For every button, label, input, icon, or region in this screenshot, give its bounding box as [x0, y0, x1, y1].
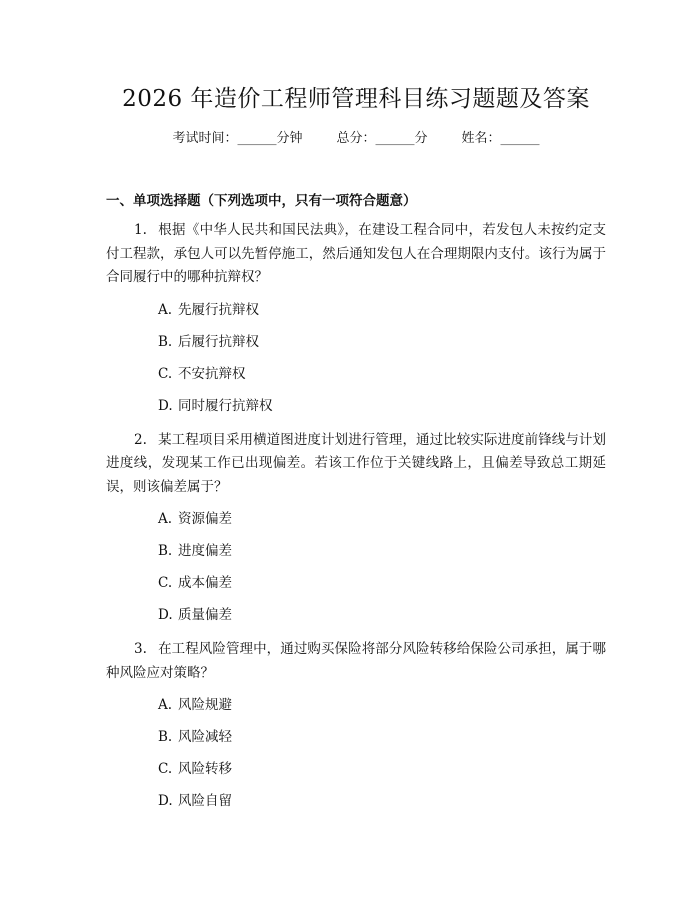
option-c: [158, 358, 606, 390]
option-letter: A.: [158, 511, 173, 527]
exam-info-line: [106, 128, 606, 150]
question-stem: [106, 219, 606, 290]
question-1: [106, 219, 606, 422]
option-text: 资源偏差: [178, 511, 232, 527]
option-text: 成本偏差: [178, 575, 232, 591]
option-text: 质量偏差: [178, 607, 232, 623]
option-letter: B.: [158, 543, 173, 559]
option-text: 风险转移: [178, 761, 232, 777]
document-title: 2026 年造价工程师管理科目练习题题及答案: [122, 86, 590, 112]
option-letter: C.: [158, 761, 173, 777]
option-a: [158, 503, 606, 535]
question-number: 3.: [134, 641, 147, 657]
option-letter: B.: [158, 729, 173, 745]
option-b: [158, 326, 606, 358]
option-text: 风险减轻: [178, 729, 232, 745]
option-text: 风险规避: [178, 697, 232, 713]
option-text: 后履行抗辩权: [178, 333, 259, 350]
option-list: [106, 294, 606, 422]
section-heading: 一、单项选择题（下列选项中，只有一项符合题意）: [106, 193, 417, 209]
option-d: [158, 390, 606, 422]
option-text: 风险自留: [178, 793, 232, 809]
question-stem: [106, 638, 606, 685]
option-text: 进度偏差: [178, 543, 232, 559]
option-c: [158, 567, 606, 599]
option-letter: D.: [158, 607, 173, 623]
question-number: 1.: [134, 222, 147, 238]
option-text: 不安抗辩权: [178, 365, 246, 382]
option-letter: A.: [158, 697, 173, 713]
option-b: [158, 721, 606, 753]
option-letter: C.: [158, 365, 173, 382]
option-b: [158, 535, 606, 567]
question-number: 2.: [134, 431, 147, 448]
option-letter: A.: [158, 301, 173, 318]
exam-time-field: 考试时间：______分钟: [172, 131, 303, 146]
question-text: 根据《中华人民共和国民法典》，在建设工程合同中，若发包人未按约定支付工程款，承包人可以先暂停施工，然后通知发包人在合理期限内支付。该行为属于合同履行中的哪种抗辩权？: [106, 222, 606, 285]
question-stem: [106, 429, 606, 500]
student-name-field: 姓名：______: [461, 131, 540, 146]
option-letter: D.: [158, 793, 173, 809]
option-d: [158, 785, 606, 817]
option-letter: D.: [158, 397, 173, 414]
option-letter: B.: [158, 333, 173, 350]
option-a: [158, 294, 606, 326]
question-text: 某工程项目采用横道图进度计划进行管理，通过比较实际进度前锋线与计划进度线，发现某工作已出现偏差。若该工作位于关键线路上，且偏差导致总工期延误，则该偏差属于？: [106, 431, 606, 495]
option-text: 同时履行抗辩权: [178, 397, 273, 414]
option-a: [158, 689, 606, 721]
option-c: [158, 753, 606, 785]
total-score-field: 总分：______分: [336, 131, 428, 146]
question-2: [106, 429, 606, 632]
option-d: [158, 599, 606, 631]
question-text: 在工程风险管理中，通过购买保险将部分风险转移给保险公司承担，属于哪种风险应对策略？: [106, 641, 606, 681]
option-list: [106, 689, 606, 817]
option-letter: C.: [158, 575, 173, 591]
option-text: 先履行抗辩权: [178, 301, 259, 318]
option-list: [106, 503, 606, 631]
question-3: [106, 638, 606, 817]
